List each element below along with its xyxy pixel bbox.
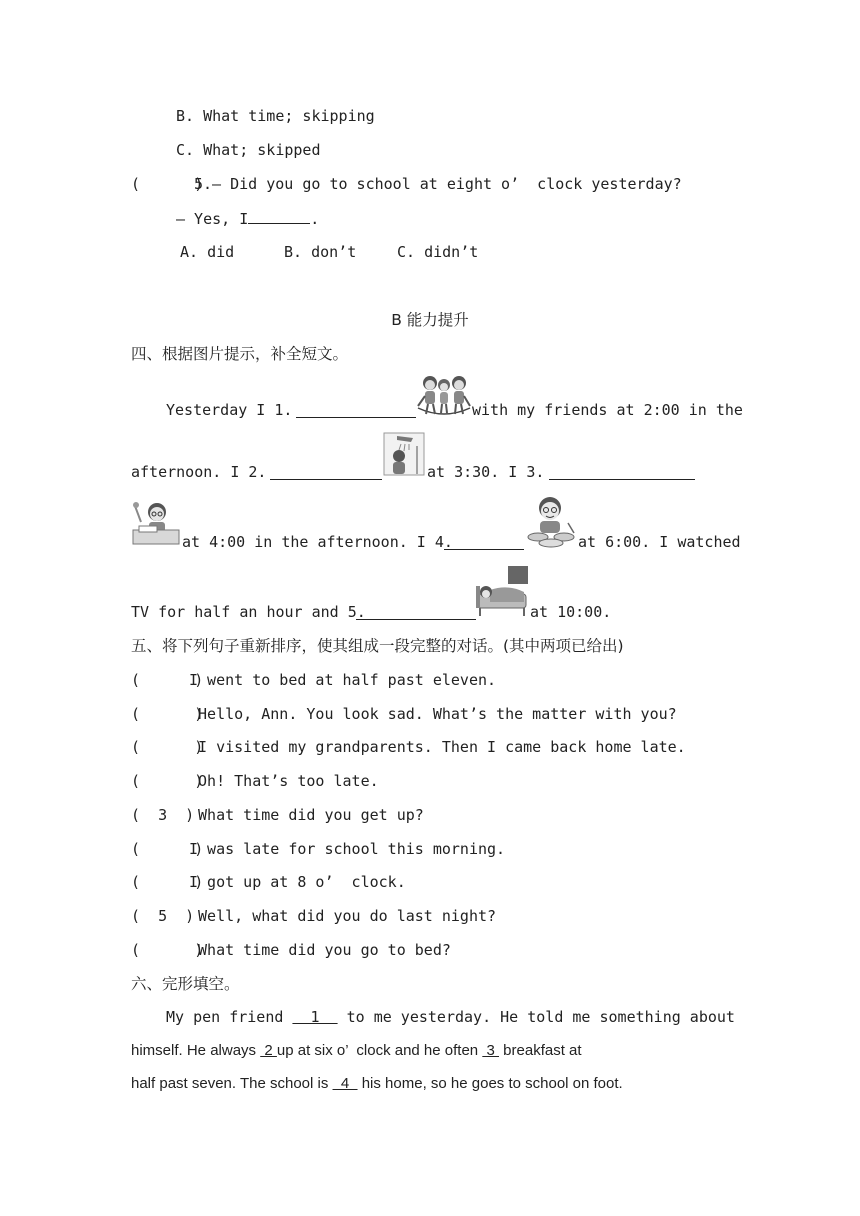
q5-option-c: C. didn’t	[397, 243, 479, 261]
q4-option-b: B. What time; skipping	[176, 107, 375, 125]
part6-para-line1	[166, 1007, 735, 1027]
part5-item-paren: ( )	[131, 941, 204, 959]
homework-icon	[131, 500, 181, 546]
part4-blank-4[interactable]	[444, 532, 524, 550]
cloze-blank-3: 3	[482, 1042, 499, 1059]
part4-line1-start: Yesterday I 1.	[166, 401, 293, 419]
q5-option-a: A. did	[180, 243, 235, 261]
part5-item-paren: ( )	[131, 738, 204, 756]
part4-line3-end: at 6:00. I watched	[578, 533, 741, 551]
part4-title: 四、根据图片提示，补全短文。	[131, 345, 349, 363]
q5-answer-suffix: .	[310, 210, 320, 228]
q5-answer-prefix: — Yes, I	[176, 210, 249, 228]
part4-blank-2[interactable]	[270, 462, 382, 480]
part5-item-text: What time did you get up?	[189, 806, 424, 824]
part5-item-text: I went to bed at half past eleven.	[189, 671, 497, 689]
part4-line2-end: at 3:30. I 3.	[427, 463, 545, 481]
part5-item-paren: ( 3 )	[131, 806, 195, 824]
part5-item-paren: ( )	[131, 772, 204, 790]
part6-text: breakfast at	[499, 1042, 582, 1059]
part5-item-paren: ( 5 )	[131, 907, 195, 925]
part4-line2-start: afternoon. I 2.	[131, 463, 267, 481]
part5-item-paren: ( )	[131, 705, 204, 723]
cloze-blank-2: 2	[260, 1042, 277, 1059]
jump-rope-icon	[414, 374, 474, 418]
part5-title: 五、将下列句子重新排序，使其组成一段完整的对话。(其中两项已给出)	[131, 637, 624, 655]
part6-text: half past seven. The school is	[131, 1075, 333, 1092]
q5-blank[interactable]	[248, 208, 310, 224]
q5-question: 5.— Did you go to school at eight o’ clock yesterday?	[194, 175, 682, 193]
part4-line3-start: at 4:00 in the afternoon. I 4.	[182, 533, 453, 551]
part6-text: his home, so he goes to school on foot.	[357, 1075, 623, 1092]
q5-answer-paren: ( )	[131, 175, 204, 193]
part4-line4-start: TV for half an hour and 5.	[131, 603, 366, 621]
part6-text: My pen friend	[166, 1008, 284, 1026]
part5-item-paren: ( )	[131, 671, 204, 689]
part6-para-line3	[131, 1074, 623, 1094]
part5-item-text: Hello, Ann. You look sad. What’s the matter with you?	[189, 705, 677, 723]
part5-item-text: What time did you go to bed?	[189, 941, 451, 959]
part5-item-text: I was late for school this morning.	[189, 840, 506, 858]
part5-item-text: Oh! That’s too late.	[189, 772, 379, 790]
part5-item-paren: ( )	[131, 840, 204, 858]
part4-blank-1[interactable]	[296, 400, 416, 418]
part4-blank-3[interactable]	[549, 462, 695, 480]
part6-text: himself. He always	[131, 1042, 261, 1059]
q5-answer-line	[176, 208, 319, 229]
part6-text: to me yesterday. He told me something about	[337, 1008, 735, 1026]
cloze-blank-4: 4	[332, 1075, 358, 1092]
cloze-blank-1: 1	[292, 1008, 338, 1026]
part6-para-line2	[131, 1041, 582, 1061]
part5-item-text: I got up at 8 o’ clock.	[189, 873, 406, 891]
dinner-icon	[524, 493, 578, 549]
q5-option-b: B. don’t	[284, 243, 357, 261]
part4-blank-5[interactable]	[356, 602, 476, 620]
section-b-title: B 能力提升	[391, 311, 469, 329]
part6-title: 六、完形填空。	[131, 975, 240, 993]
part5-item-text: Well, what did you do last night?	[189, 907, 497, 925]
q4-option-c: C. What; skipped	[176, 141, 321, 159]
sleep-icon	[474, 564, 530, 618]
part6-text: up at six o’ clock and he often	[276, 1042, 483, 1059]
part5-item-paren: ( )	[131, 873, 204, 891]
shower-icon	[383, 432, 425, 476]
part4-line4-end: at 10:00.	[530, 603, 612, 621]
part5-item-text: I visited my grandparents. Then I came back home late.	[189, 738, 686, 756]
part4-line1-end: with my friends at 2:00 in the	[472, 401, 743, 419]
